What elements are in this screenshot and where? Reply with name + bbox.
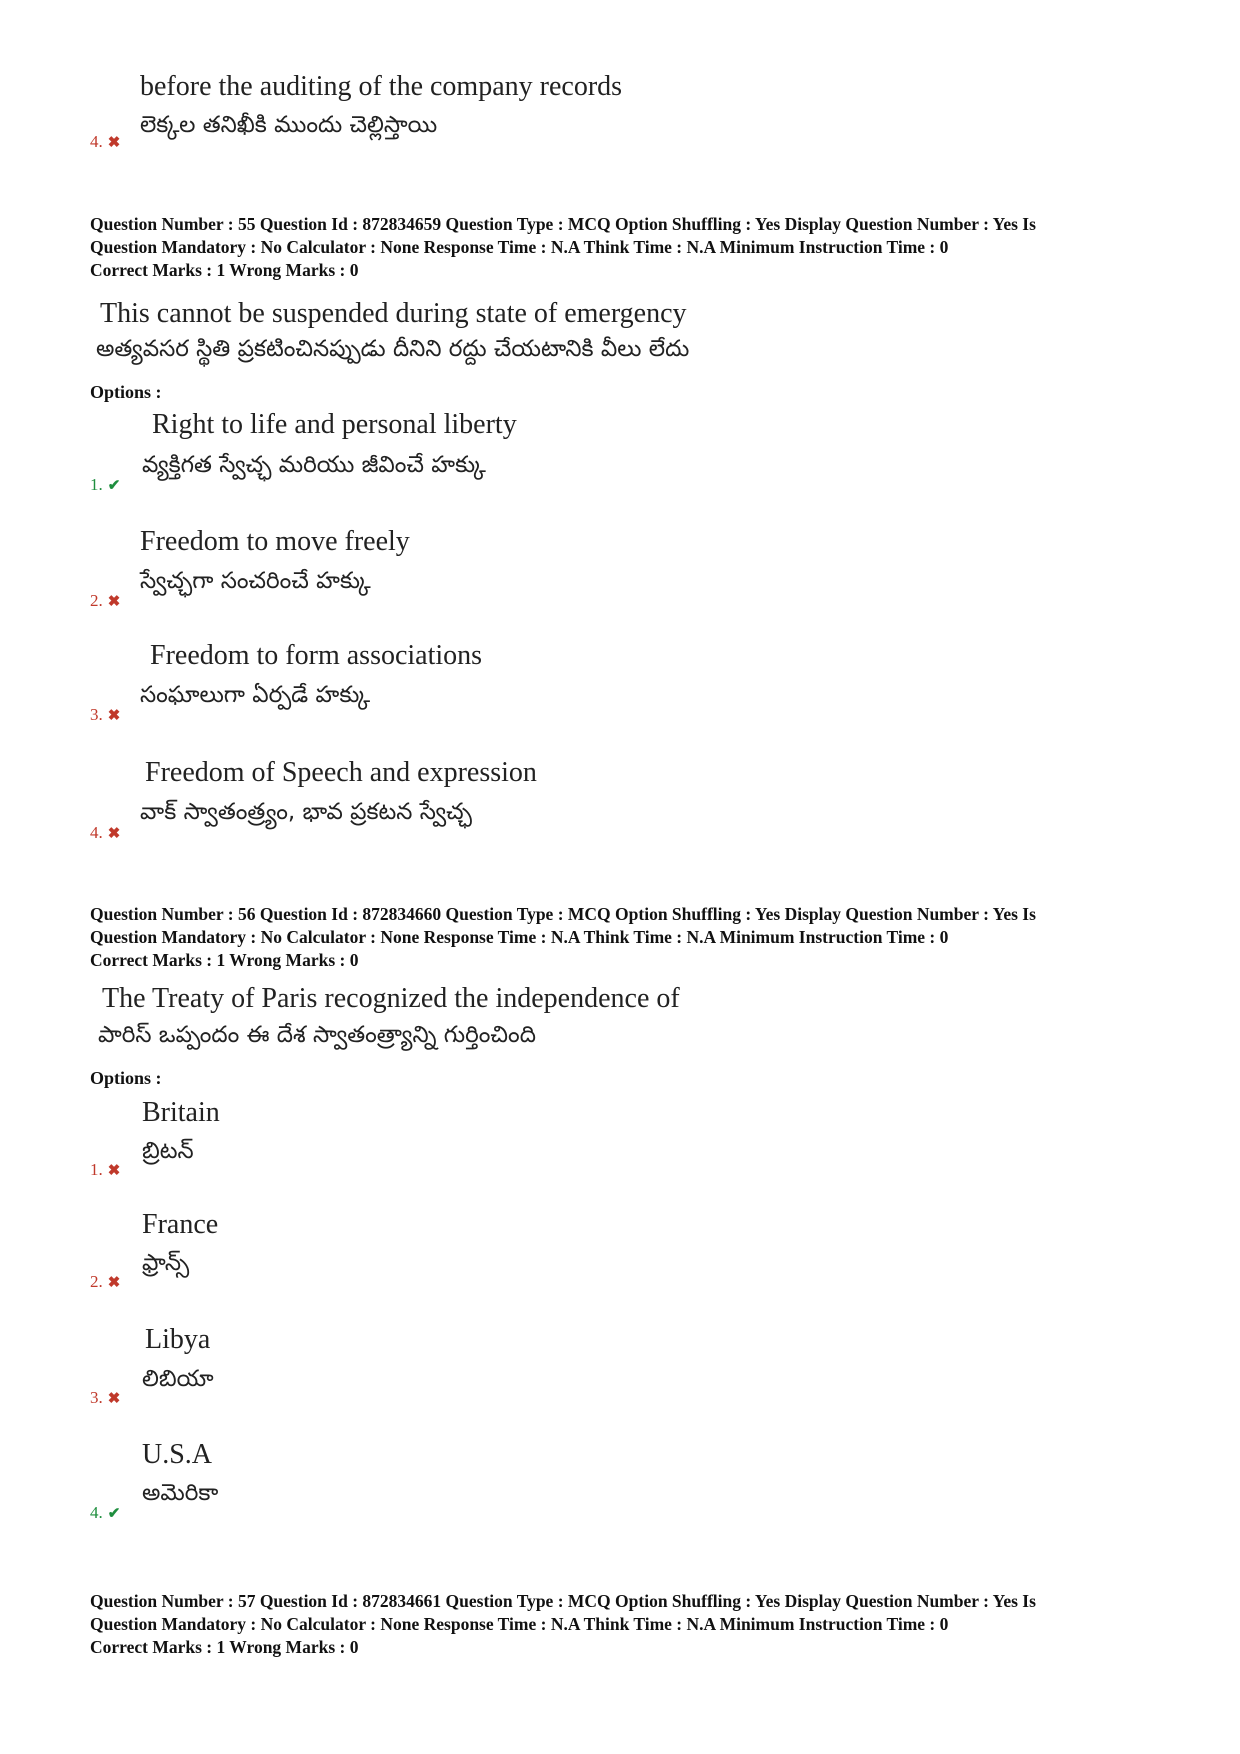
option-number-label: 4. [90,823,103,842]
cross-icon: ✖ [107,1275,121,1291]
option-text-en: France [142,1209,219,1240]
cross-icon: ✖ [107,1391,121,1407]
question-meta-line: Question Number : 56 Question Id : 872834660 Question Type : MCQ Option Shuffling : Yes Display Question Number : Yes Is [90,904,1036,924]
option-text-te: సంఘాలుగా ఏర్పడే హక్కు [140,682,371,708]
option-number-label: 2. [90,1272,103,1291]
option-text-en: Freedom to move freely [140,526,410,557]
option-number-label: 3. [90,1388,103,1407]
option-number [90,1160,120,1180]
option-number [90,132,120,152]
cross-icon: ✖ [107,594,121,610]
question-marks: Correct Marks : 1 Wrong Marks : 0 [90,1637,359,1657]
question-meta [90,1590,1170,1659]
option-text-en: Freedom of Speech and expression [145,757,537,788]
question-meta-line: Question Number : 55 Question Id : 872834659 Question Type : MCQ Option Shuffling : Yes Display Question Number : Yes Is [90,214,1036,234]
check-icon: ✔ [107,478,121,494]
options-label: Options : [90,382,162,402]
option-number-label: 1. [90,1160,103,1179]
question-marks: Correct Marks : 1 Wrong Marks : 0 [90,260,359,280]
option-number [90,705,120,725]
question-text-te: అత్యవసర స్థితి ప్రకటించినప్పుడు దీనిని రద్దు చేయటానికి వీలు లేదు [96,336,690,362]
option-number-label: 4. [90,1503,103,1522]
options-label: Options : [90,1068,162,1088]
check-icon: ✔ [107,1506,121,1522]
option-number-label: 2. [90,591,103,610]
question-text-en: This cannot be suspended during state of emergency [100,298,687,329]
option-text-te: వ్యక్తిగత స్వేచ్ఛ మరియు జీవించే హక్కు [142,452,486,478]
option-number-label: 1. [90,475,103,494]
cross-icon: ✖ [107,135,121,151]
option-text-te: లెక్కల తనిఖీకి ముందు చెల్లిస్తాయి [140,112,438,138]
option-text-en: Britain [142,1097,220,1128]
option-text-te: అమెరికా [142,1480,219,1506]
option-number [90,591,120,611]
option-text-en: Libya [145,1324,211,1355]
option-number [90,1503,120,1523]
question-text-te: పారిస్ ఒప్పందం ఈ దేశ స్వాతంత్ర్యాన్ని గుర్తించింది [98,1022,536,1048]
option-number [90,475,120,495]
option-text-en: Freedom to form associations [150,640,483,671]
cross-icon: ✖ [107,708,121,724]
option-number-label: 3. [90,705,103,724]
question-marks: Correct Marks : 1 Wrong Marks : 0 [90,950,359,970]
option-text-te: స్వేచ్ఛగా సంచరించే హక్కు [140,568,371,594]
cross-icon: ✖ [107,826,121,842]
question-text-en: The Treaty of Paris recognized the independence of [102,983,680,1014]
question-meta [90,213,1170,282]
option-text-te: ఫ్రాన్స్ [142,1250,190,1276]
option-text-en: Right to life and personal liberty [152,409,517,440]
option-number [90,1388,120,1408]
option-number [90,823,120,843]
option-text-te: బ్రిటన్ [142,1138,194,1164]
question-meta [90,903,1170,972]
option-text-te: వాక్ స్వాతంత్ర్యం, భావ ప్రకటన స్వేచ్ఛ [140,799,472,825]
question-meta-line: Question Number : 57 Question Id : 872834661 Question Type : MCQ Option Shuffling : Yes Display Question Number : Yes Is [90,1591,1036,1611]
option-text-en: before the auditing of the company records [140,71,623,102]
option-number [90,1272,120,1292]
option-number-label: 4. [90,132,103,151]
question-meta-line: Question Mandatory : No Calculator : None Response Time : N.A Think Time : N.A Minimum Instruction Time : 0 [90,1614,949,1634]
question-meta-line: Question Mandatory : No Calculator : None Response Time : N.A Think Time : N.A Minimum Instruction Time : 0 [90,237,949,257]
option-text-en: U.S.A [142,1439,213,1470]
question-meta-line: Question Mandatory : No Calculator : None Response Time : N.A Think Time : N.A Minimum Instruction Time : 0 [90,927,949,947]
option-text-te: లిబియా [142,1366,214,1392]
cross-icon: ✖ [107,1163,121,1179]
